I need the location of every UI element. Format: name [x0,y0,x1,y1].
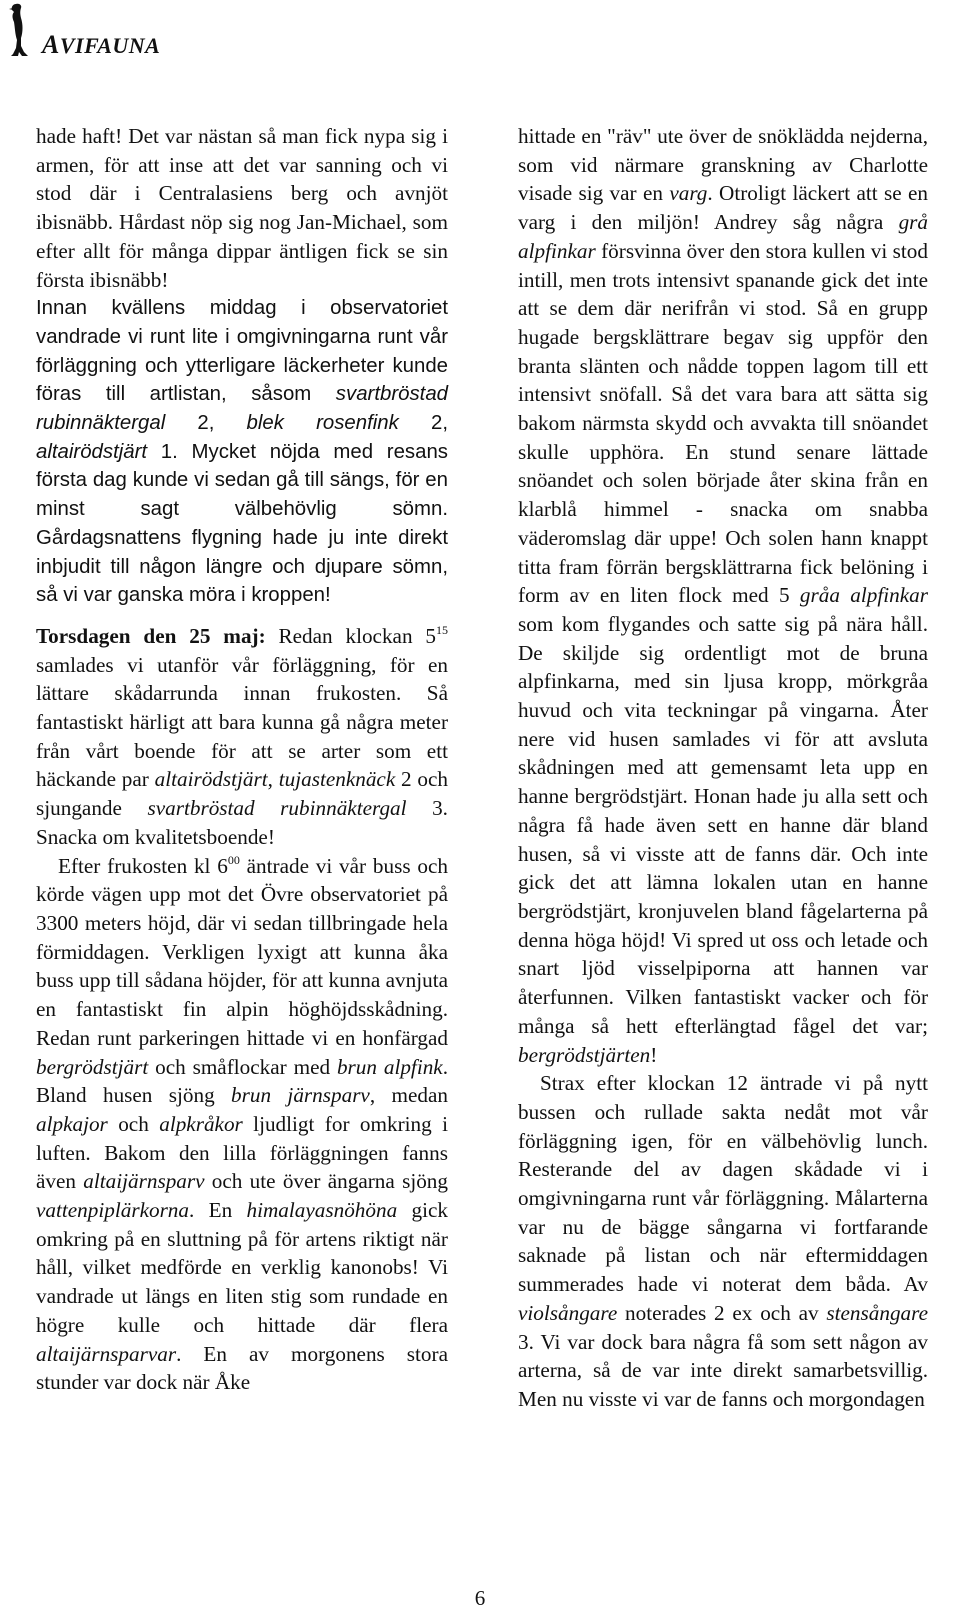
paragraph [518,122,928,1069]
bird-logo-icon [8,2,32,58]
text-run: . En av morgonens stora stunder var dock när Åke [36,1341,448,1395]
text-run: . Otroligt läckert att se en varg i den miljön! Andrey såg några [518,181,928,235]
species-name: vattenpiplärkorna [36,1198,189,1223]
paragraph [36,852,448,1397]
magazine-header [8,0,408,70]
species-name: varg [669,181,708,206]
text-run: ljudligt for omkring i luften. Bakom den lilla förläggningen fanns även [36,1111,448,1194]
text-run: noterades 2 ex och av [617,1300,827,1325]
text-run: hade haft! Det var nästan så man fick nypa sig i armen, för att inse att det var sanning och vi stod där i Centralasiens berg och avnjöt ibisnäbb. Hårdast nöp sig nog Jan-Michael, som efter allt för många dippar äntligen fick se sin första ibisnäbb! [36,124,448,292]
species-name: himalayasnöhöna [246,1198,398,1223]
species-name: altaijärnsparv [83,1169,205,1194]
text-run: äntrade vi vår buss och körde vägen upp mot det Övre observatoriet på 3300 meters höjd, där vi sedan tillbringade hela förmiddagen. Verkligen lyxigt att kunna åka buss upp till sådana höjder, för att kunna avnjuta en fantastiskt fin alpin höghöjdsskådning. Redan runt parkeringen hittade vi en honfärgad [36,853,448,1050]
text-run: 3. Vi var dock bara några få som sett någon av arterna, så de var inte direkt samarbetsvillig. Men nu visste vi var de fanns och morgondagen [518,1329,928,1411]
text-run: 3. Snacka om kvalitetsboende! [36,796,448,849]
species-name: svartbröstad rubinnäktergal [36,383,448,435]
time-superscript: 00 [227,852,240,867]
text-run: Innan kvällens middag i observatoriet vandrade vi runt lite i omgivningarna runt vår förläggning och ytterligare läckerheter kunde föras till artlistan, såsom [36,297,448,406]
species-name: bergrödstjärten [518,1042,651,1067]
text-run: hittade en "räv" ute över de snöklädda nejderna, som vid närmare granskning av Charlotte visade sig var en [518,124,928,206]
paragraph [518,1069,928,1413]
text-run: 1. Mycket nöjda med resans första dag kunde vi sedan gå till sängs, för en minst sagt välbehövlig sömn. Gårdagsnattens flygning hade ju inte direkt inbjudit till någon längre och djupare sömn, så vi var ganska möra i kroppen! [36,440,448,607]
text-run: Efter frukosten kl 6 [58,853,228,878]
species-name: gråa alpfinkar [799,583,928,608]
magazine-title: AVIFAUNA [42,30,161,59]
text-run: och [107,1111,160,1136]
text-run: samlades vi utanför vår förläggning, för en lättare skådarrunda innan frukosten. Så fantastiskt härligt att bara kunna gå några meter från vårt boende för att se arter som ett häckande par [36,652,448,792]
text-run: 2, [398,412,448,435]
time-superscript: 15 [436,622,448,637]
species-name: grå alpfinkar [518,210,928,263]
species-name: brun alpfink [336,1054,443,1079]
text-run: . En [189,1198,247,1223]
species-name: altairödstjärt [36,440,148,463]
text-run: och småflockar med [148,1054,337,1079]
text-run: och ute över ängarna sjöng [204,1169,448,1194]
text-run: . Bland husen sjöng [36,1054,448,1108]
species-name: bergrödstjärt [36,1054,149,1079]
page-number: 6 [474,1586,486,1610]
species-name: svartbröstad rubinnäktergal [147,796,407,821]
text-run: 2, [165,412,247,435]
species-name: alpkajor [36,1111,108,1136]
text-run: , medan [369,1083,448,1108]
left-column [36,122,448,1397]
species-name: violsångare [518,1300,618,1325]
text-run: Strax efter klockan 12 äntrade vi på nytt bussen och rullade sakta nedåt mot vår förläggning igen, för en välbehövlig lunch. Resterande del av dagen skådade vi i omgivningarna runt vår förläggning. Målarterna var nu de bägge sångarna vi fortfarande saknade på listan och när eftermiddagen summerades hade vi noterat dem båda. Av [518,1071,928,1297]
text-run: gick omkring på en sluttning på för artens riktigt när håll, vilket medförde en verklig kanonobs! Vi vandrade ut längs en liten stig som rundade en högre kulle och hittade där flera [36,1198,448,1337]
species-name: stensångare [826,1300,928,1325]
paragraph [36,122,448,294]
text-run: 2 och sjungande [36,767,449,821]
paragraph [36,294,448,610]
text-run: Redan klockan 5 [265,623,436,648]
right-column [518,122,928,1414]
species-name: blek rosenfink [246,412,399,435]
species-name: alpkråkor [159,1111,243,1136]
text-run: , [267,767,279,792]
species-name: altaijärnsparvar [36,1341,177,1366]
text-run: som kom flygandes och satte sig på nära håll. De skiljde sig ordentligt mot de bruna alpfinkarna, med sin ljusa kropp, mörkgråa huvud och vita teckningar på vingarna. Åter nere vid husen samlades vi för att avsluta skådningen med att gemensamt leta upp en hanne bergrödstjärt. Honan hade ju alla sett och några få hade även sett en hanne där bland husen, så vi visste att de fanns där. Och inte gick det att lämna lokalen utan en hanne bergrödstjärt, kronjuvelen bland fågelarterna på denna höga höjd! Vi spred ut oss och letade och snart ljöd visselpiporna att hannen var återfunnen. Vilken fantastiskt vacker och för många så hett efterlängtad fågel det var; [518,611,928,1038]
text-run: försvinna över den stora kullen vi stod intill, men trots intensivt spanande gick det inte att se dem där nerifrån vi stod. Så en grupp hugade bergsklättrare begav sig uppför den branta slänten och nådde toppen lagom till ett intensivt snöfall. Så det vara bara att sätta sig bakom närmsta skydd och avvakta till snöandet skulle upphöra. En stund senare lättade snöandet och solen började åter skina från en klarblå himmel - snacka om snabba väderomslag där uppe! Och solen hann knappt titta fram förrän bergsklättrarna fick belöning i form av en liten flock med 5 [518,238,928,608]
species-name: altairödstjärt [154,767,268,792]
day-heading: Torsdagen den 25 maj: [36,623,266,648]
species-name: brun järnsparv [231,1083,370,1108]
paragraph [36,622,448,852]
text-run: ! [650,1042,658,1067]
species-name: tujastenknäck [278,767,396,792]
